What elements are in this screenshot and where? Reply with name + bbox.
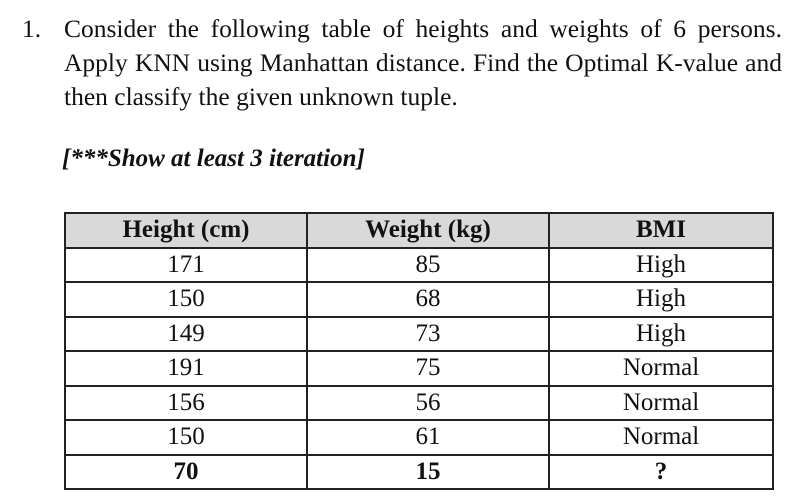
cell-height: 156 bbox=[65, 386, 307, 421]
cell-weight: 15 bbox=[307, 455, 549, 490]
header-height: Height (cm) bbox=[65, 213, 307, 248]
height-weight-table bbox=[64, 212, 774, 490]
cell-bmi: High bbox=[549, 282, 773, 317]
cell-bmi: High bbox=[549, 317, 773, 352]
cell-weight: 75 bbox=[307, 351, 549, 386]
question-block bbox=[22, 12, 782, 114]
table-row bbox=[65, 282, 773, 317]
cell-bmi: ? bbox=[549, 455, 773, 490]
cell-height: 191 bbox=[65, 351, 307, 386]
table-row bbox=[65, 386, 773, 421]
cell-weight: 85 bbox=[307, 248, 549, 283]
cell-weight: 56 bbox=[307, 386, 549, 421]
cell-bmi: Normal bbox=[549, 386, 773, 421]
cell-weight: 73 bbox=[307, 317, 549, 352]
table-row bbox=[65, 317, 773, 352]
table-row bbox=[65, 420, 773, 455]
cell-height: 150 bbox=[65, 282, 307, 317]
cell-height: 171 bbox=[65, 248, 307, 283]
cell-height: 149 bbox=[65, 317, 307, 352]
question-text: Consider the following table of heights and weights of 6 persons. Apply KNN using Manhattan distance. Find the Optimal K-value and then classify the given unknown tuple. bbox=[64, 14, 782, 111]
cell-height: 150 bbox=[65, 420, 307, 455]
cell-bmi: Normal bbox=[549, 420, 773, 455]
header-bmi: BMI bbox=[549, 213, 773, 248]
table-row bbox=[65, 351, 773, 386]
header-weight: Weight (kg) bbox=[307, 213, 549, 248]
table-row bbox=[65, 248, 773, 283]
cell-bmi: Normal bbox=[549, 351, 773, 386]
question-number: 1. bbox=[22, 14, 42, 43]
unknown-tuple-row bbox=[65, 455, 773, 490]
cell-weight: 61 bbox=[307, 420, 549, 455]
cell-height: 70 bbox=[65, 455, 307, 490]
cell-weight: 68 bbox=[307, 282, 549, 317]
instruction-note: [***Show at least 3 iteration] bbox=[62, 145, 365, 172]
table-header-row bbox=[65, 213, 773, 248]
cell-bmi: High bbox=[549, 248, 773, 283]
